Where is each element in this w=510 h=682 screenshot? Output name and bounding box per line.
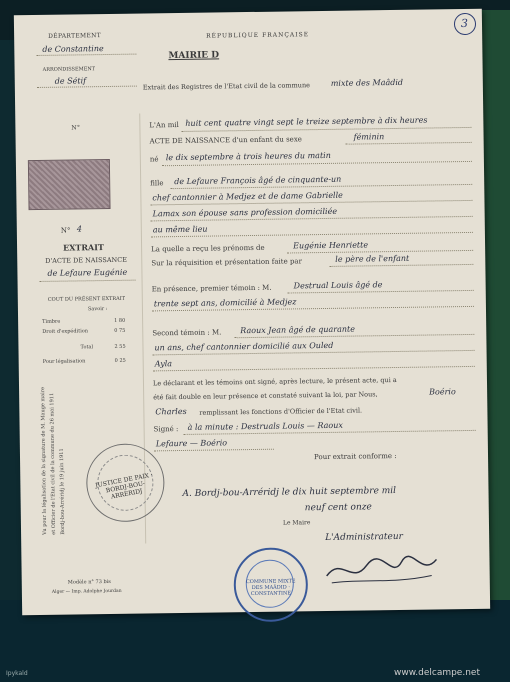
cost-title: COUT DU PRÉSENT EXTRAIT — [47, 295, 126, 303]
charles-hand: Charles — [155, 406, 187, 417]
temoin1b-hand: trente sept ans, domicilié à Medjez — [153, 297, 297, 309]
temoin1-hand: Destrual Louis âgé de — [293, 280, 383, 291]
registry-line: Extrait des Registres de l'Etat civil de la commune — [142, 81, 311, 92]
page-tag-circle — [454, 13, 476, 35]
arrondissement-value: de Sétif — [54, 76, 87, 86]
fait-hand: Boério — [429, 387, 456, 397]
mairie-label: MAIRIE D — [168, 50, 220, 62]
legalisation-label: Pour légalisation — [42, 358, 86, 365]
requisition-print: Sur la réquisition et présentation faite par — [151, 257, 302, 268]
republique-heading: RÉPUBLIQUE FRANÇAISE — [206, 31, 310, 40]
pour-extrait: Pour extrait conforme : — [313, 451, 397, 462]
savoir-label: Savoir : — [87, 306, 108, 313]
footer-left: Ipykald — [6, 670, 28, 677]
model-print: Modèle n° 73 bis — [67, 578, 111, 586]
line3-print: né — [149, 155, 159, 164]
acte-number: 4 — [76, 224, 82, 234]
administrateur-hand: L'Administrateur — [325, 531, 403, 544]
arrondissement-label: ARRONDISSEMENT — [42, 66, 96, 73]
fiscal-stamp — [28, 159, 111, 210]
place-date-hand: A. Bordj-bou-Arréridj le dix huit septembre mil — [182, 486, 397, 499]
fonctions-print: remplissant les fonctions d'Officier de l'Etat civil. — [199, 406, 363, 417]
le-maire: Le Maire — [282, 519, 311, 527]
line4-print: fille — [150, 179, 164, 188]
justice-seal: JUSTICE DE PAIX · BORDJ-BOU-ARRERIDJ — [86, 443, 165, 522]
line2-hand: féminin — [353, 132, 385, 142]
registry-commune: mixte des Maâdid — [330, 77, 404, 88]
acte-title: D'ACTE DE NAISSANCE — [45, 255, 128, 265]
requisition-hand: le père de l'enfant — [335, 253, 410, 264]
header-number-label: N° — [71, 124, 81, 132]
temoin2b-hand: un ans, chef cantonnier domicilié aux Ouled — [154, 340, 334, 353]
fait-print: été fait double en leur présence et constaté suivant la loi, par Nous, — [153, 390, 378, 402]
acte-number-label: N° — [60, 226, 71, 235]
line1-print: L'An mil — [149, 121, 179, 130]
line3-hand: le dix septembre à trois heures du matin — [165, 150, 331, 163]
droit-label: Droit d'expédition — [42, 328, 89, 335]
line1-hand: huit cent quatre vingt sept le treize septembre à dix heures — [185, 115, 428, 128]
temoin1-print: En présence, premier témoin : M. — [151, 283, 272, 294]
commune-seal: COMMUNE MIXTE DES MAÂDID · CONSTANTINE — [233, 547, 308, 622]
line7-hand: au même lieu — [152, 224, 208, 235]
page-tag: 3 — [460, 16, 469, 31]
temoin2-print: Second témoin : M. — [152, 328, 222, 338]
footer-right: www.delcampe.net — [394, 668, 480, 678]
timbre-label: Timbre — [42, 318, 61, 325]
timbre-value: 1 80 — [114, 317, 126, 324]
line4-hand: de Lefaure François âgé de cinquante-un — [174, 174, 342, 187]
legalisation-note: Vu pour la légalisation de la signature de M. Mauge maire et Officier de l'Etat civil de la commune du 26 mai 1911 Bordj-bou-Arréridj le 19 juin 1911 — [40, 386, 67, 535]
line6-hand: Lamax son épouse sans profession domiciliée — [152, 206, 338, 219]
administrator-signature — [321, 549, 442, 591]
total-label: Total — [80, 344, 94, 351]
temoin2c-hand: Ayla — [154, 359, 173, 369]
departement-label: DÉPARTEMENT — [48, 32, 102, 40]
acte-name: de Lefaure Eugénie — [47, 267, 128, 278]
total-value: 2 55 — [114, 343, 126, 350]
droit-value: 0 75 — [114, 327, 126, 334]
line2-print: ACTE DE NAISSANCE d'un enfant du sexe — [149, 135, 302, 146]
prenoms-print: La quelle a reçu les prénoms de — [151, 243, 265, 254]
civil-record-document — [14, 9, 490, 615]
signe-print: Signé : — [153, 425, 179, 434]
extrait-title: EXTRAIT — [63, 242, 104, 253]
departement-value: de Constantine — [42, 44, 104, 54]
line5-hand: chef cantonnier à Medjez et de dame Gabrielle — [152, 190, 343, 203]
legalisation-value: 0 25 — [114, 357, 126, 364]
prenoms-hand: Eugénie Henriette — [293, 240, 369, 251]
temoin2-hand: Raoux Jean âgé de quarante — [240, 324, 356, 336]
declarant-print: Le déclarant et les témoins ont signé, après lecture, le présent acte, qui a — [152, 375, 397, 388]
signe2-hand: Lefaure — Boério — [155, 438, 228, 449]
printer-print: Alger — Imp. Adolphe Jourdan — [51, 588, 122, 595]
signe-hand: à la minute : Destruals Louis — Raoux — [187, 420, 343, 432]
place-date2-hand: neuf cent onze — [304, 502, 372, 514]
